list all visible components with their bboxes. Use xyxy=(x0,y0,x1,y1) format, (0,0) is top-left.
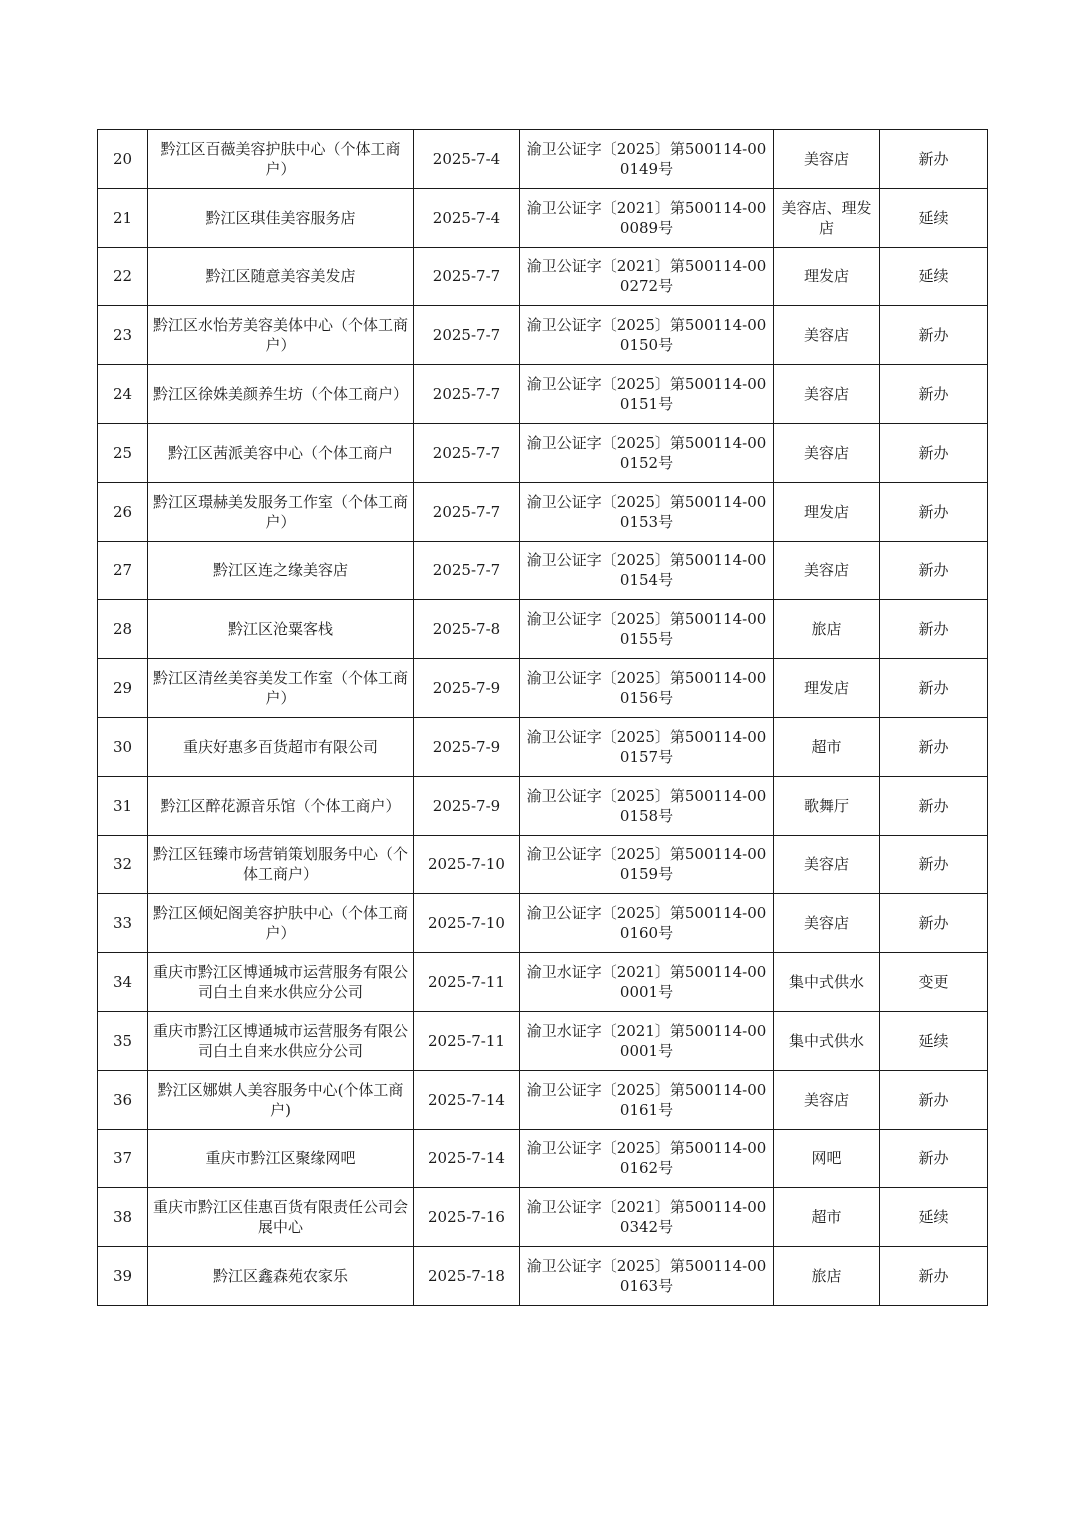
table-row xyxy=(98,365,988,424)
certificate-number: 渝卫公证字〔2025〕第500114-000155号 xyxy=(520,600,774,659)
row-number: 33 xyxy=(98,894,148,953)
row-number: 38 xyxy=(98,1188,148,1247)
business-type: 美容店、理发店 xyxy=(774,188,880,247)
business-type: 集中式供水 xyxy=(774,1011,880,1070)
row-number: 30 xyxy=(98,717,148,776)
table-row xyxy=(98,953,988,1012)
business-name: 黔江区茜派美容中心（个体工商户 xyxy=(148,423,414,482)
issue-date: 2025-7-18 xyxy=(414,1247,520,1306)
business-name: 重庆市黔江区博通城市运营服务有限公司白土自来水供应分公司 xyxy=(148,1011,414,1070)
issue-date: 2025-7-10 xyxy=(414,894,520,953)
business-type: 理发店 xyxy=(774,659,880,718)
business-type: 集中式供水 xyxy=(774,953,880,1012)
issue-date: 2025-7-9 xyxy=(414,776,520,835)
issue-date: 2025-7-8 xyxy=(414,600,520,659)
business-name: 黔江区醉花源音乐馆（个体工商户） xyxy=(148,776,414,835)
issue-date: 2025-7-14 xyxy=(414,1070,520,1129)
table-row xyxy=(98,835,988,894)
business-type: 旅店 xyxy=(774,600,880,659)
certificate-number: 渝卫公证字〔2021〕第500114-000342号 xyxy=(520,1188,774,1247)
permit-status: 新办 xyxy=(880,306,988,365)
business-name: 黔江区徐姝美颜养生坊（个体工商户） xyxy=(148,365,414,424)
business-type: 美容店 xyxy=(774,423,880,482)
row-number: 24 xyxy=(98,365,148,424)
issue-date: 2025-7-7 xyxy=(414,482,520,541)
table-row xyxy=(98,1070,988,1129)
business-name: 重庆市黔江区佳惠百货有限责任公司会展中心 xyxy=(148,1188,414,1247)
business-type: 美容店 xyxy=(774,894,880,953)
permit-status: 新办 xyxy=(880,1247,988,1306)
certificate-number: 渝卫公证字〔2025〕第500114-000156号 xyxy=(520,659,774,718)
business-type: 美容店 xyxy=(774,130,880,189)
row-number: 31 xyxy=(98,776,148,835)
certificate-number: 渝卫公证字〔2025〕第500114-000153号 xyxy=(520,482,774,541)
business-type: 歌舞厅 xyxy=(774,776,880,835)
permit-status: 新办 xyxy=(880,482,988,541)
issue-date: 2025-7-4 xyxy=(414,130,520,189)
business-name: 黔江区鑫森苑农家乐 xyxy=(148,1247,414,1306)
business-type: 美容店 xyxy=(774,365,880,424)
certificate-number: 渝卫水证字〔2021〕第500114-000001号 xyxy=(520,953,774,1012)
certificate-number: 渝卫水证字〔2021〕第500114-000001号 xyxy=(520,1011,774,1070)
business-name: 黔江区连之缘美容店 xyxy=(148,541,414,600)
issue-date: 2025-7-4 xyxy=(414,188,520,247)
certificate-number: 渝卫公证字〔2021〕第500114-000089号 xyxy=(520,188,774,247)
row-number: 27 xyxy=(98,541,148,600)
permit-status: 变更 xyxy=(880,953,988,1012)
permit-status: 新办 xyxy=(880,1070,988,1129)
issue-date: 2025-7-10 xyxy=(414,835,520,894)
table-row xyxy=(98,130,988,189)
permit-status: 新办 xyxy=(880,659,988,718)
permit-status: 新办 xyxy=(880,423,988,482)
permit-status: 延续 xyxy=(880,1011,988,1070)
row-number: 23 xyxy=(98,306,148,365)
permit-status: 新办 xyxy=(880,717,988,776)
row-number: 25 xyxy=(98,423,148,482)
issue-date: 2025-7-7 xyxy=(414,365,520,424)
table-row xyxy=(98,1188,988,1247)
table-row xyxy=(98,306,988,365)
business-name: 黔江区清丝美容美发工作室（个体工商户） xyxy=(148,659,414,718)
certificate-number: 渝卫公证字〔2025〕第500114-000161号 xyxy=(520,1070,774,1129)
row-number: 28 xyxy=(98,600,148,659)
business-type: 旅店 xyxy=(774,1247,880,1306)
business-name: 黔江区娜娸人美容服务中心(个体工商户) xyxy=(148,1070,414,1129)
permit-status: 延续 xyxy=(880,247,988,306)
business-name: 黔江区百薇美容护肤中心（个体工商户） xyxy=(148,130,414,189)
certificate-number: 渝卫公证字〔2025〕第500114-000149号 xyxy=(520,130,774,189)
permit-status: 新办 xyxy=(880,365,988,424)
table-row xyxy=(98,423,988,482)
table-row xyxy=(98,1247,988,1306)
table-row xyxy=(98,894,988,953)
table-row xyxy=(98,482,988,541)
permit-table xyxy=(97,129,988,1306)
business-name: 重庆市黔江区博通城市运营服务有限公司白土自来水供应分公司 xyxy=(148,953,414,1012)
certificate-number: 渝卫公证字〔2025〕第500114-000150号 xyxy=(520,306,774,365)
business-type: 美容店 xyxy=(774,306,880,365)
issue-date: 2025-7-11 xyxy=(414,953,520,1012)
business-name: 黔江区琪佳美容服务店 xyxy=(148,188,414,247)
permit-status: 新办 xyxy=(880,776,988,835)
permit-status: 新办 xyxy=(880,130,988,189)
row-number: 20 xyxy=(98,130,148,189)
issue-date: 2025-7-14 xyxy=(414,1129,520,1188)
business-name: 黔江区钰臻市场营销策划服务中心（个体工商户） xyxy=(148,835,414,894)
row-number: 34 xyxy=(98,953,148,1012)
certificate-number: 渝卫公证字〔2025〕第500114-000151号 xyxy=(520,365,774,424)
certificate-number: 渝卫公证字〔2021〕第500114-000272号 xyxy=(520,247,774,306)
business-type: 超市 xyxy=(774,717,880,776)
table-row xyxy=(98,1011,988,1070)
business-name: 黔江区水怡芳美容美体中心（个体工商户） xyxy=(148,306,414,365)
certificate-number: 渝卫公证字〔2025〕第500114-000162号 xyxy=(520,1129,774,1188)
issue-date: 2025-7-16 xyxy=(414,1188,520,1247)
business-type: 美容店 xyxy=(774,1070,880,1129)
row-number: 32 xyxy=(98,835,148,894)
certificate-number: 渝卫公证字〔2025〕第500114-000152号 xyxy=(520,423,774,482)
certificate-number: 渝卫公证字〔2025〕第500114-000159号 xyxy=(520,835,774,894)
issue-date: 2025-7-7 xyxy=(414,306,520,365)
permit-status: 新办 xyxy=(880,600,988,659)
certificate-number: 渝卫公证字〔2025〕第500114-000158号 xyxy=(520,776,774,835)
certificate-number: 渝卫公证字〔2025〕第500114-000160号 xyxy=(520,894,774,953)
permit-status: 新办 xyxy=(880,894,988,953)
certificate-number: 渝卫公证字〔2025〕第500114-000163号 xyxy=(520,1247,774,1306)
permit-status: 延续 xyxy=(880,1188,988,1247)
business-type: 超市 xyxy=(774,1188,880,1247)
table-row xyxy=(98,188,988,247)
business-type: 网吧 xyxy=(774,1129,880,1188)
business-name: 重庆好惠多百货超市有限公司 xyxy=(148,717,414,776)
table-row xyxy=(98,776,988,835)
permit-status: 新办 xyxy=(880,1129,988,1188)
business-name: 黔江区璟赫美发服务工作室（个体工商户） xyxy=(148,482,414,541)
row-number: 22 xyxy=(98,247,148,306)
business-type: 美容店 xyxy=(774,541,880,600)
issue-date: 2025-7-9 xyxy=(414,659,520,718)
business-type: 美容店 xyxy=(774,835,880,894)
business-type: 理发店 xyxy=(774,482,880,541)
issue-date: 2025-7-7 xyxy=(414,247,520,306)
row-number: 21 xyxy=(98,188,148,247)
business-type: 理发店 xyxy=(774,247,880,306)
table-row xyxy=(98,717,988,776)
row-number: 26 xyxy=(98,482,148,541)
issue-date: 2025-7-11 xyxy=(414,1011,520,1070)
row-number: 29 xyxy=(98,659,148,718)
table-row xyxy=(98,659,988,718)
business-name: 重庆市黔江区聚缘网吧 xyxy=(148,1129,414,1188)
certificate-number: 渝卫公证字〔2025〕第500114-000157号 xyxy=(520,717,774,776)
business-name: 黔江区倾妃阁美容护肤中心（个体工商户） xyxy=(148,894,414,953)
certificate-number: 渝卫公证字〔2025〕第500114-000154号 xyxy=(520,541,774,600)
permit-status: 新办 xyxy=(880,541,988,600)
business-name: 黔江区沧粟客栈 xyxy=(148,600,414,659)
table-row xyxy=(98,541,988,600)
permit-status: 新办 xyxy=(880,835,988,894)
issue-date: 2025-7-7 xyxy=(414,423,520,482)
issue-date: 2025-7-9 xyxy=(414,717,520,776)
issue-date: 2025-7-7 xyxy=(414,541,520,600)
table-row xyxy=(98,600,988,659)
row-number: 35 xyxy=(98,1011,148,1070)
row-number: 39 xyxy=(98,1247,148,1306)
permit-status: 延续 xyxy=(880,188,988,247)
row-number: 37 xyxy=(98,1129,148,1188)
row-number: 36 xyxy=(98,1070,148,1129)
table-row xyxy=(98,1129,988,1188)
table-row xyxy=(98,247,988,306)
business-name: 黔江区随意美容美发店 xyxy=(148,247,414,306)
